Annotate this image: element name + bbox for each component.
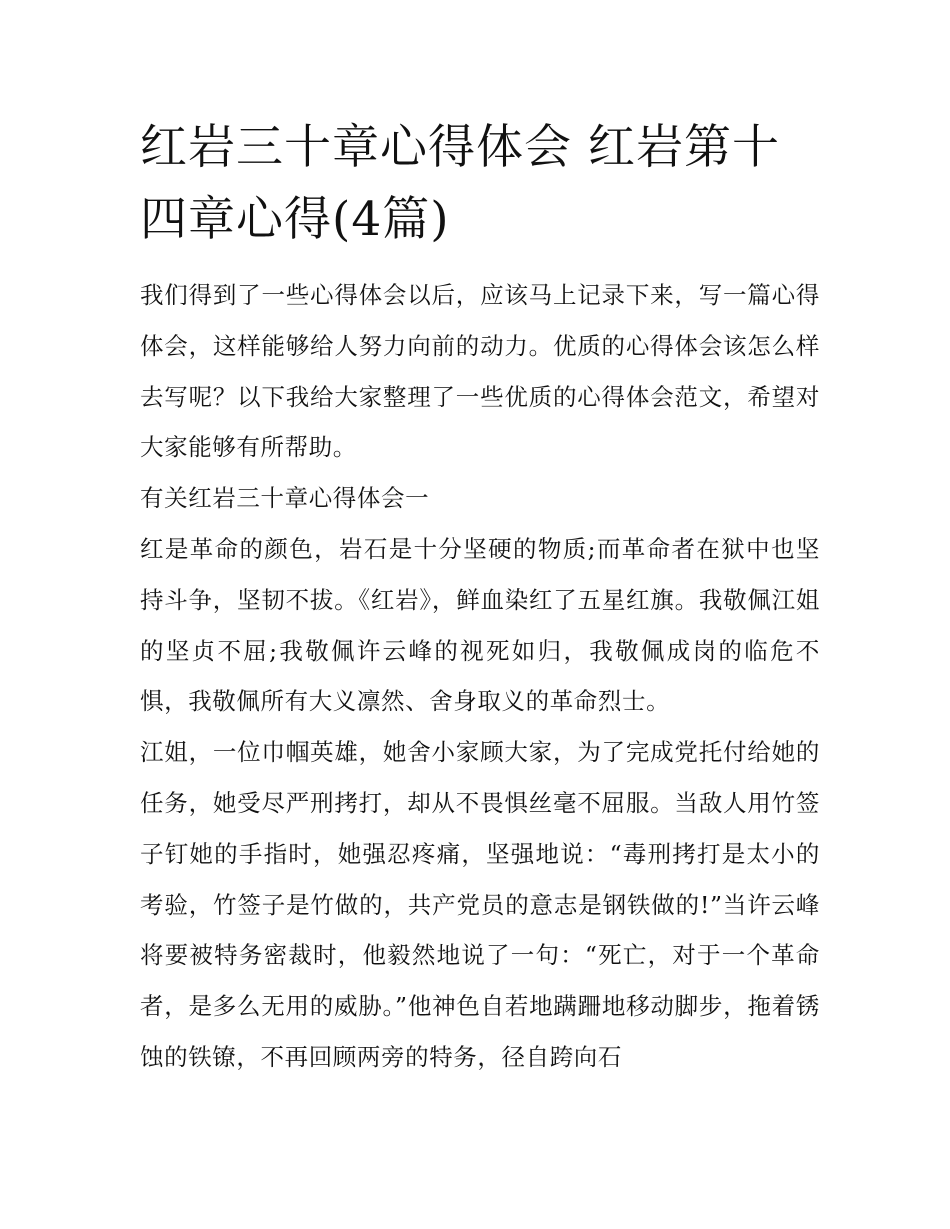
document-content [140, 112, 820, 1083]
intro-paragraph: 我们得到了一些心得体会以后，应该马上记录下来，写一篇心得体会，这样能够给人努力向前的动力。优质的心得体会该怎么样去写呢？以下我给大家整理了一些优质的心得体会范文，希望对大家能够有所帮助。 [140, 281, 820, 462]
body-paragraph: 红是革命的颜色，岩石是十分坚硬的物质;而革命者在狱中也坚持斗争，坚韧不拔。《红岩》，鲜血染红了五星红旗。我敬佩江姐的坚贞不屈;我敬佩许云峰的视死如归，我敬佩成岗的临危不惧，我敬佩所有大义凛然、舍身取义的革命烈士。 [140, 534, 820, 716]
section-heading: 有关红岩三十章心得体会一 [140, 484, 430, 513]
document-title: 红岩三十章心得体会 红岩第十四章心得(4篇) [140, 120, 780, 247]
body-paragraph: 江姐，一位巾帼英雄，她舍小家顾大家，为了完成党托付给她的任务，她受尽严刑拷打，却从不畏惧丝毫不屈服。当敌人用竹签子钉她的手指时，她强忍疼痛，坚强地说：“毒刑拷打是太小的考验，竹签子是竹做的，共产党员的意志是钢铁做的!”当许云峰将要被特务密裁时，他毅然地说了一句：“死亡，对于一个革命者，是多么无用的威胁。”他神色自若地蹒跚地移动脚步，拖着锈蚀的铁镣，不再回顾两旁的特务，径自跨向石 [140, 738, 820, 1071]
document-body [140, 270, 820, 1083]
